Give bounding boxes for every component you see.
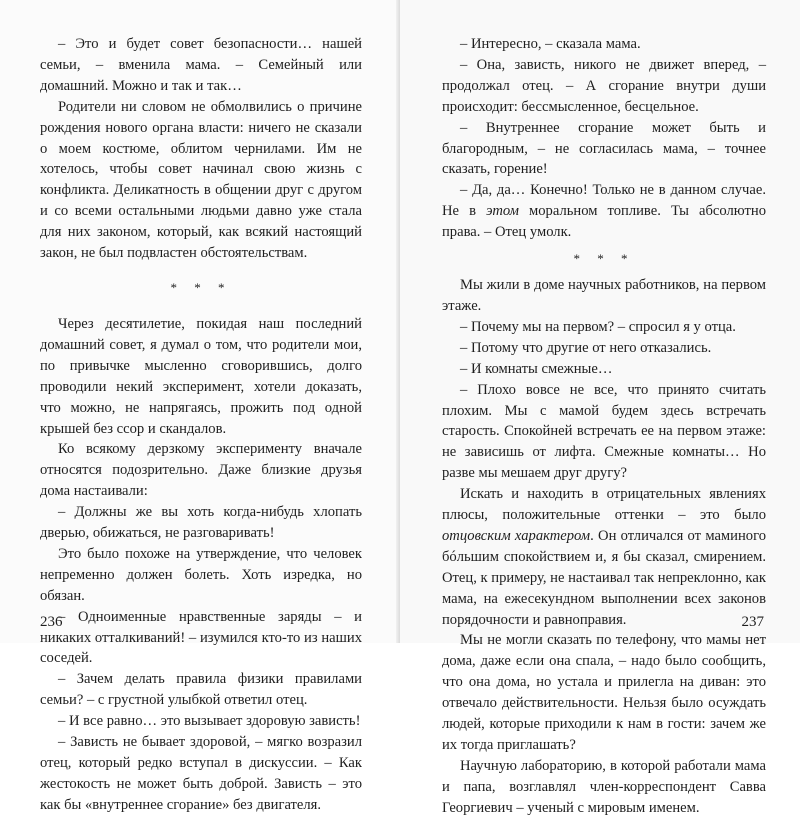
paragraph: – Почему мы на первом? – спросил я у отца. bbox=[460, 318, 736, 335]
italic-text: этом bbox=[486, 203, 519, 220]
paragraph: Мы жили в доме научных работников, на первом этаже. bbox=[442, 277, 766, 314]
paragraph: – Потому что другие от него отказались. bbox=[460, 339, 712, 356]
paragraph: – И все равно… это вызывает здоровую зависть! bbox=[58, 713, 361, 730]
paragraph: – И комнаты смежные… bbox=[460, 360, 613, 377]
paragraph: – Плохо вовсе не все, что принято считать плохим. Мы с мамой будем здесь встречать старость. Спокойней встречать ее на первом этаже: не зависишь от лифта. Смежные комнаты… Но разве мы мешаем друг другу? bbox=[442, 381, 766, 482]
paragraph: Ко всякому дерзкому эксперименту вначале относятся подозрительно. Даже близкие друзья дома настаивали: bbox=[40, 441, 362, 500]
page-number: 237 bbox=[741, 614, 764, 630]
paragraph: – Внутреннее сгорание может быть и благородным, – не согласилась мама, – точнее сказать, горение! bbox=[442, 119, 766, 178]
section-separator: * * * bbox=[573, 251, 635, 267]
paragraph bbox=[442, 180, 766, 243]
left-page bbox=[0, 0, 400, 813]
text-run: – Да, да… Конечно! Только не в данном случае. Не в bbox=[442, 182, 766, 220]
paragraph: – Интересно, – сказала мама. bbox=[460, 36, 641, 52]
right-page bbox=[400, 0, 800, 816]
paragraph: – Она, зависть, никого не движет вперед, – продолжал отец. – А сгорание внутри души происходит: бессмысленное, бесцельное. bbox=[442, 56, 766, 115]
text-run: моральном топливе. Ты абсолютно права. – Отец умолк. bbox=[442, 203, 766, 241]
paragraph: – Должны же вы хоть когда-нибудь хлопать дверью, обижаться, не разговаривать! bbox=[40, 504, 362, 542]
paragraph: – Зачем делать правила физики правилами семьи? – с грустной улыбкой ответил отец. bbox=[40, 671, 362, 709]
text-run: Искать и находить в отрицательных явлениях плюсы, положительные оттенки – это было bbox=[442, 486, 766, 524]
paragraph: Научную лабораторию, в которой работали мама и папа, возглавлял член-корреспондент Савва Георгиевич – ученый с мировым именем. bbox=[442, 757, 766, 816]
paragraph: – Одноименные нравственные заряды – и никаких отталкиваний! – изумился кто-то из наших соседей. bbox=[40, 608, 362, 667]
paragraph: – Это и будет совет безопасности… нашей семьи, – вменила мама. – Семейный или домашний. Можно и так и так… bbox=[40, 36, 362, 94]
paragraph: – Зависть не бывает здоровой, – мягко возразил отец, который редко вступал в дискуссии. – Как жестокость не может быть доброй. Зависть – это как бы «внутреннее сгорание» без двигателя. bbox=[40, 734, 362, 813]
paragraph bbox=[442, 484, 766, 630]
section-separator: * * * bbox=[170, 279, 232, 295]
italic-text: отцовским характером bbox=[442, 527, 591, 544]
paragraph: Через десятилетие, покидая наш последний домашний совет, я думал о том, что родители мои, по привычке мысленно сговорившись, долго проводили некий эксперимент, хотели доказать, что можно, не напрягаясь, прожить под одной крышей без ссор и скандалов. bbox=[40, 315, 362, 437]
text-run: . Он отличался от маминого бóльшим спокойствием и, я бы сказал, смирением. Отец, к примеру, не настаивал так непреклонно, как мама, на ежесекундном выполнении всех законов порядочности и равноправия. bbox=[442, 527, 766, 628]
paragraph: Мы не могли сказать по телефону, что мамы нет дома, даже если она спала, – надо было сообщить, что она дома, но устала и прилегла на диван: это отвечало действительности. Нельзя было осуждать людей, которые приходили к нам в гости: зачем же их тогда приглашать? bbox=[442, 632, 766, 753]
page-number: 236 bbox=[40, 614, 63, 630]
paragraph: Это было похоже на утверждение, что человек непременно должен болеть. Хоть изредка, но обязан. bbox=[40, 545, 362, 604]
paragraph: Родители ни словом не обмолвились о причине рождения нового органа власти: ничего не сказали о моем костюме, облитом чернилами. Им не хотелось, чтобы совет начинал свою жизнь с конфликта. Деликатность в общении друг с другом и со всеми остальными людьми давно уже стала для них законом, который, как всякий настоящий закон, не был подвластен обстоятельствам. bbox=[40, 98, 362, 262]
